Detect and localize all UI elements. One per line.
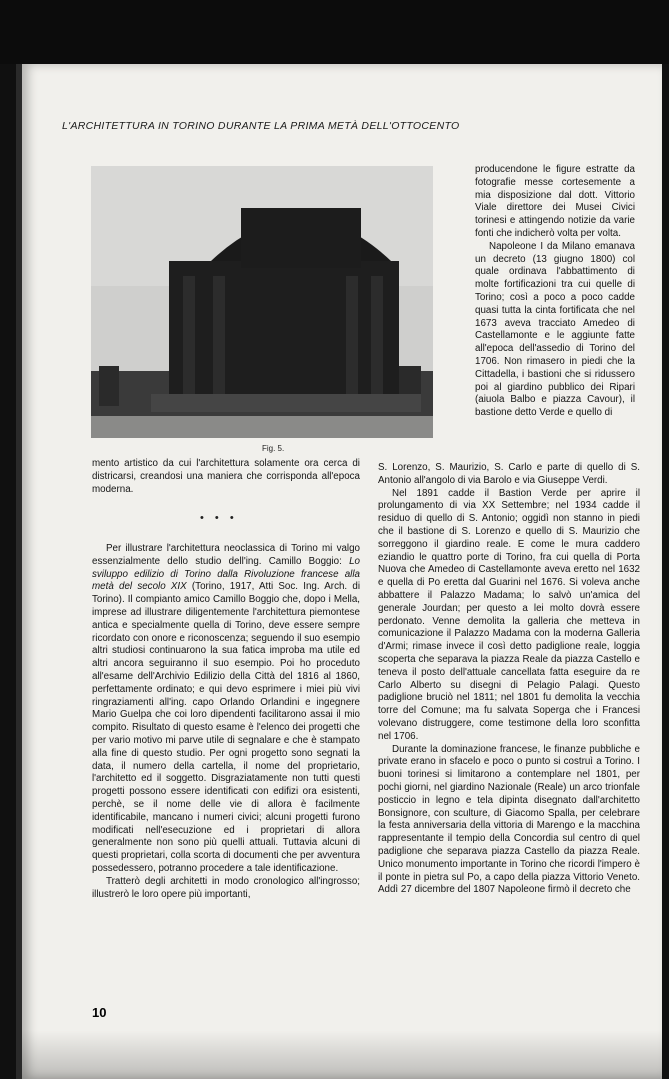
right-column-lower bbox=[378, 462, 640, 897]
paragraph-boggio: Per illustrare l'architettura neoclassica di Torino mi valgo essenzialmente dello studio dell'ing. Camillo Boggio: Lo sviluppo edilizio di Torino dalla Rivoluzione francese alla metà del secolo XIX (Torino, 1917, Atti Soc. Ing. Arch. di Torino). Il compianto amico Camillo Boggio che, dopo i Mella, imprese ad illustrare diligentemente l'architettura piemontese antica e specialmente quella di Torino, deve essere sempre ricordato con onore e riconoscenza; seguendo il suo esempio altri studiosi continuarono la sua fatica improba ma utile ed altri ancora seguiranno il suo esempio. Poi ho proceduto all'esame dell'Archivio Edilizio della Città del 1816 al 1860, perfettamente ordinato; e qui devo esprimere i miei più vivi ringraziamenti all'ing. capo Orlando Orlandini e ingegnere Mario Guelpa che coi loro dipendenti facilitarono assai il mio compito. Risultato di questo esame è l'elenco dei progetti che per vario motivo mi parve utile di segnalare e che è stampato alla fine di questo studio. Per ogni progetto sono segnati la data, il numero della cartella, il nome del proprietario, l'architetto ed il soggetto. Disgraziatamente non tutti questi progetti possono essere identificati con edifizi ora esistenti, perchè, se il nome delle vie di allora è facilmente identificabile, mancano i numeri civici; alcuni progetti furono modificati nell'esecuzione ed i proprietari di allora generalmente non sono più quelli attuali. Tuttavia alcuni di questi proprietari, colla scorta di documenti che per avventura possedessero, potranno procedere a tale identificazione. bbox=[92, 543, 360, 874]
paragraph: Nel 1891 cadde il Bastion Verde per aprire il prolungamento di via XX Settembre; nel 1934 cadde il residuo di quello di S. Antonio; oggidì non stanno in piedi che il bastione di S. Lorenzo e quello di S. Maurizio che sorreggono il giardino reale. E come le mura caddero eziandio le quattro porte di Torino, fra cui quella di Porta Nuova che Amedeo di Castellamonte aveva eretto nel 1632 e quella di Po eretta dal Guarini nel 1676. Si voleva anche abbattere il Palazzo Madama; lo salvò un'amica del generale Jourdan; per questo a lei molto dovrà essere perdonato. Venne demolita la galleria che metteva in comunicazione il Palazzo Madama con la moderna Galleria d'Armi; rimase invece il così detto padiglione reale, loggia scoperta che separava la piazza Reale da piazza Castello e teneva il posto dell'attuale cancellata fatta eseguire da re Carlo Alberto su disegni di Pelagio Palagi. Questo padiglione bruciò nel 1811; nel 1801 fu demolita la vecchia torre del Comune; ma fu salvata Soperga che i Francesi volevano distruggere, come testimone della loro sconfitta nel 1706. bbox=[378, 487, 640, 742]
section-separator: • • • bbox=[200, 512, 238, 524]
paragraph: Tratterò degli architetti in modo cronologico all'ingrosso; illustrerò le loro opere più importanti, bbox=[92, 875, 360, 900]
page-number: 10 bbox=[92, 1005, 107, 1020]
figure-photo-building bbox=[91, 166, 433, 438]
paragraph: Napoleone I da Milano emanava un decreto (13 giugno 1800) col quale ordinava l'abbattimento di molte fortificazioni tra cui quelle di Torino; così a poco a poco cadde quasi tutta la cinta fortificata che nel 1673 aveva tracciato Amedeo di Castellamonte e le aggiunte fatte all'epoca dell'assedio di Torino del 1706. Non rimasero in piedi che la Cittadella, i bastioni che si ridussero poi al giardino pubblico dei Ripari (aiuola Balbo e piazza Cavour), il bastione detto Verde e quello di bbox=[475, 240, 635, 419]
book-title: Lo sviluppo edilizio di Torino dalla Rivoluzione francese alla metà del secolo XIX bbox=[92, 555, 360, 593]
running-header: L'ARCHITETTURA IN TORINO DURANTE LA PRIMA METÀ DELL'OTTOCENTO bbox=[62, 120, 460, 132]
paragraph: S. Lorenzo, S. Maurizio, S. Carlo e parte di quello di S. Antonio all'angolo di via Barolo e via Giuseppe Verdi. bbox=[378, 462, 640, 486]
left-column-continuation bbox=[92, 458, 360, 496]
paragraph: Durante la dominazione francese, le finanze pubbliche e private erano in sfacelo e poco o punto si costruì a Torino. I buoni torinesi si limitarono a contemplare nel 1801, per pochi giorni, nel giardino Nazionale (Reale) un arco trionfale posticcio in legno e tela dipinta disegnato dall'architetto Bonsignore, con sculture, di Giacomo Spalla, per celebrare la festa anniversaria della vittoria di Marengo e la macchina rappresentante il tempio della Concordia sul centro di quel padiglione che separava piazza Castello da piazza Reale. Unico monumento importante in Torino che ricordi l'impero è il ponte in pietra sul Po, a capo della piazza Vittorio Veneto. Addì 27 dicembre del 1807 Napoleone firmò il decreto che bbox=[378, 743, 640, 896]
figure-caption: Fig. 5. bbox=[262, 444, 285, 453]
paragraph: mento artistico da cui l'architettura solamente ora cerca di districarsi, creandosi una maniera che corrisponda all'epoca moderna. bbox=[92, 458, 360, 495]
paragraph: producendone le figure estratte da fotografie messe cortesemente a mia disposizione dal dott. Vittorio Viale direttore dei Musei Civici torinesi e attingendo notizie da varie fonti che indicherò volta per volta. bbox=[475, 164, 635, 239]
right-column-upper bbox=[475, 164, 635, 420]
scan-bottom-shadow bbox=[22, 1030, 662, 1079]
scan-top-band bbox=[0, 0, 669, 64]
left-column-body bbox=[92, 543, 360, 901]
